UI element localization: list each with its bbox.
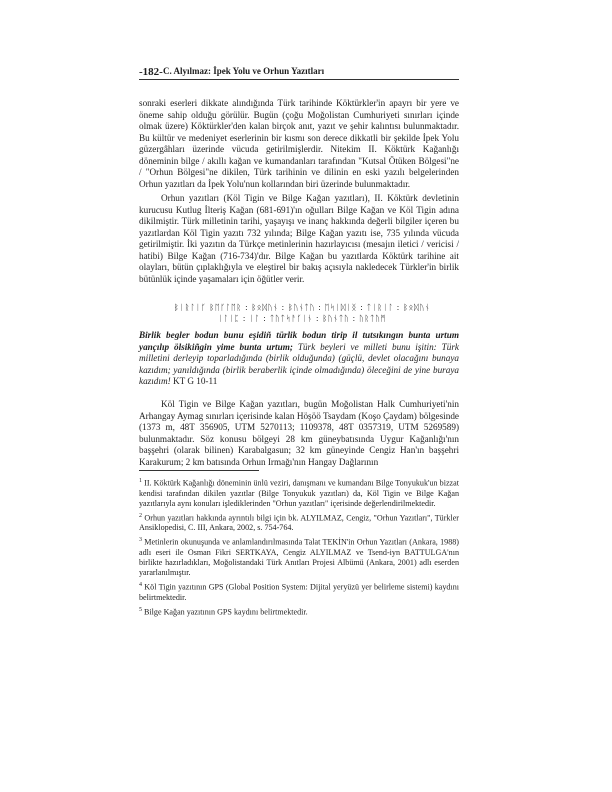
transliteration-block — [139, 330, 459, 388]
translation-text: Türk beyleri ve milleti bunu işitin: Türk milletini derleyip toparladığında (birlik olduğunda) (güçlü, devlet olacağını bunaya kazıdım; yanıldığında (birlik beraberlik içinde olmadığında) öleceğini de yine buraya kazıdım! — [139, 341, 460, 386]
paragraph-3 — [139, 399, 459, 468]
body-text — [139, 98, 459, 285]
footnote-marker: 5 — [139, 606, 142, 613]
footnote-marker: 2 — [139, 512, 142, 519]
citation: KT G 10-11 — [170, 376, 218, 386]
footnote-text: Orhun yazıtları hakkında ayrıntılı bilgi için bk. ALYILMAZ, Cengiz, "Orhun Yazıtları", Türkler Ansiklopedisi, C. III, Ankara, 2002, s. 754-764. — [139, 513, 459, 533]
footnote-marker: 4 — [139, 582, 142, 589]
footnotes — [139, 476, 459, 619]
footnote-5 — [139, 605, 459, 618]
footnote-2 — [139, 511, 459, 534]
paragraph-3-text: Köl Tigin ve Bilge Kağan yazıtları, bugün Moğolistan Halk Cumhuriyeti'nin Arhangay Aymag sınırları içerisinde kalan Höşöö Tsaydam (Koşo Çaydam) bölgesinde (1373 m, 48T 356905, UTM 5270113; 1109378, 48T 0357319, UTM 5269589) bulunmaktadır. Söz konusu bölgeyi 28 km güneybatısında Uygur Kağanlığı'nın başşehri (olarak bilinen) Karabalgasun; 32 km güneyinde Cengiz Han'ın başşehri Karakurum; 2 km batısında Orhun Irmağı'nın Hangay Dağlarının — [139, 399, 459, 467]
old-turkic-script-line-2: ᛁᛚᛁᛈ : ᛁᛚ : ᛏᚢᛏᛋᚨᚴᛁᚾ : ᛒᚢᚾᛏᚢ : ᚢᚱᛏᚢᛗ — [218, 314, 386, 323]
header-rule — [139, 79, 459, 80]
footnote-text: Metinlerin okunuşunda ve anlamlandırılmasında Talat TEKİN'in Orhun Yazıtları (Ankara, 1988) adlı eseri ile Osman Fikri SERTKAYA, Cengiz ALYILMAZ ve Tsend-iyn BATTULGA'nın birlikte hazırladıkları, Moğolistandaki Türk Anıtları Projesi Albümü (Ankara, 2001) adlı eserden yararlanılmıştır. — [139, 538, 460, 578]
footnote-4 — [139, 580, 459, 603]
running-head: C. Alyılmaz: İpek Yolu ve Orhun Yazıtları — [163, 66, 325, 76]
page-header — [139, 66, 459, 80]
paragraph-2: Orhun yazıtları (Köl Tigin ve Bilge Kağan yazıtları), II. Köktürk devletinin kurucusu Kutlug İlteriş Kağan (681-691)'ın oğulları Bilge Kağan ve Köl Tigin adına dikilmiştir. Türk milletinin tarihi, yaşayışı ve inanç hakkında değerli bilgiler içeren bu yazıtlardan Köl Tigin yazıtı 732 yılında; Bilge Kağan yazıtı ise, 735 yılında vücuda getirilmiştir. İki yazıtın da Türkçe metinlerinin hazırlayıcısı (mesajın iletici / vericisi / hatibi) Bilge Kağan (716-734)'dır. Bilge Kağan bu yazıtlarda Köktürk tarihine ait olayları, bütün çıplaklığıyla ve eleştirel bir bakış açısıyla nakledecek Türkler'in birlik bütünlük içinde yaşamaları için öğütler verir. — [139, 193, 459, 284]
footnote-text: Bilge Kağan yazıtının GPS kaydını belirtmektedir. — [144, 607, 308, 617]
paragraph-1: sonraki eserleri dikkate alındığında Türk tarihinde Köktürkler'in apayrı bir yere ve öneme sahip olduğu görülür. Bugün (çoğu Moğolistan Cumhuriyeti sınırları içinde olmak üzere) Köktürkler'den kalan birçok anıt, yazıt ve şehir kalıntısı bulunmaktadır. Bu kültür ve medeniyet eserlerinin bir kısmı son derece dikkatli bir şekilde İpek Yolu güzergâhları üzerinde vücuda getirilmişlerdir. Nitekim II. Köktürk Kağanlığı döneminin bilge / akıllı kağan ve kumandanları tarafından "Kutsal Ötüken Bölgesi"ne / "Orhun Bölgesi"ne dikilen, Türk tarihinin ve dilinin en eski yazılı belgelerinden Orhun yazıtları da İpek Yolu'nun kollarından biri üzerinde bulunmaktadır. — [139, 98, 459, 189]
footnote-3 — [139, 535, 459, 578]
footnote-rule — [139, 470, 259, 471]
footnote-marker: 1 — [139, 478, 142, 484]
page-number: -182- — [139, 66, 163, 78]
footnote-text: Köl Tigin yazıtının GPS (Global Position System: Dijital yeryüzü yer belirleme sistemi) kaydını belirtmektedir. — [139, 582, 460, 602]
footnote-text: II. Köktürk Kağanlığı döneminin ünlü veziri, danışmanı ve kumandanı Bilge Tonyukuk'un bizzat kendisi tarafından dikilen yazıtlar (Bilge Tonyukuk yazıtları) da, Köl Tigin ve Bilge Kağan yazıtlarıyla aynı konuları işlediklerinden "Orhun yazıtları" içerisinde değerlendirilmektedir. — [139, 478, 459, 508]
footnote-marker: 3 — [139, 537, 142, 544]
old-turkic-script-line-1: ᛒᛁᚱᛚᛁᚴ ᛒᛖᚴᛚᛖᚱ : ᛒᛟᛞᚢᚾ : ᛒᚢᚾᛏᚢ : ᛖᛋᛁᛞᛁᛝ : ᛏᛁᚱᛁᛚ : ᛒᛟᛞᚢᚾ — [173, 303, 431, 312]
transliteration-lead: Birlik begler bodun bunu eşidiñ türlik bodun tirip il tutsıkıngın bunta urtum yançılıp ölsikiñgin yime bunta urtum; — [139, 330, 459, 352]
footnote-1 — [139, 476, 459, 509]
